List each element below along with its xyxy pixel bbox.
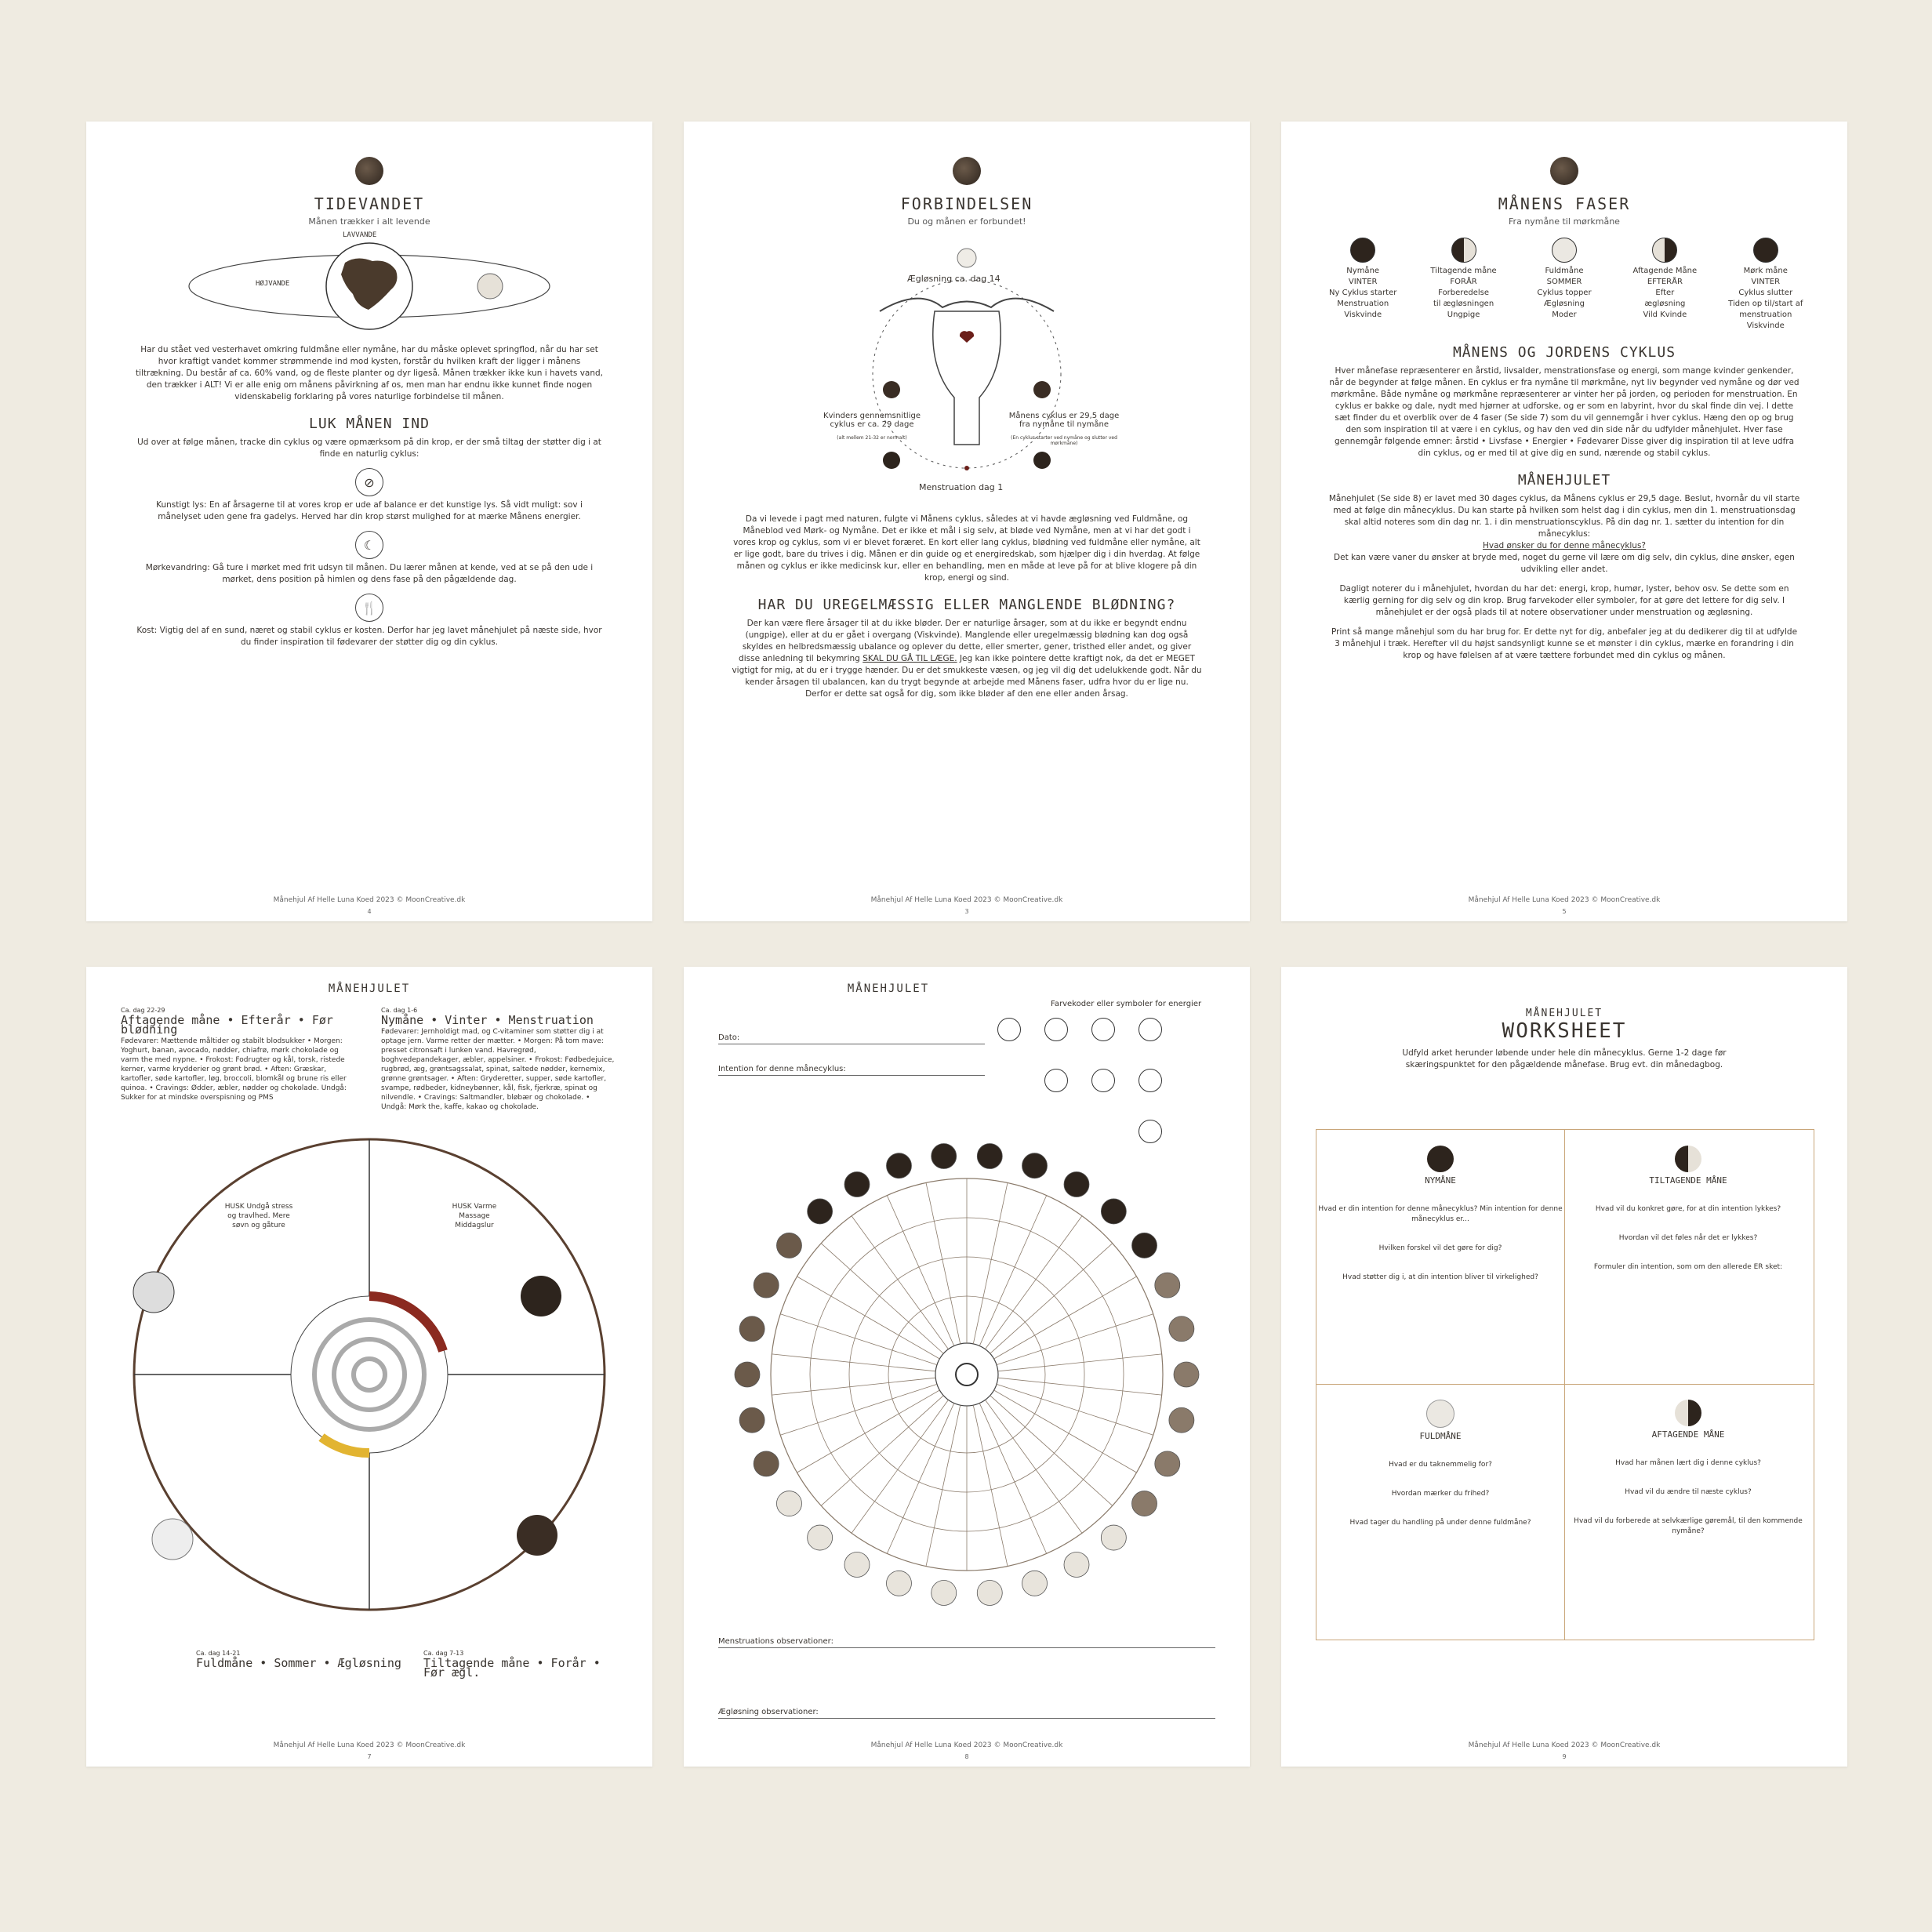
moon-phase-icon [1169,1316,1194,1342]
day-segment-line [926,1405,961,1566]
phase-season: VINTER [1348,278,1378,286]
full-moon-icon [1426,1400,1454,1428]
phase-line: Moder [1552,310,1577,319]
day-range: Ca. dag 22-29 [121,1007,165,1014]
page-maanehjulet-info [86,967,652,1767]
cell-heading: FULDMÅNE [1419,1431,1462,1441]
wheel-paragraph: Månehjulet (Se side 8) er lavet med 30 dages cyklus, da Månens cyklus er 29,5 dage. Beslut, hvornår du vil starte med at følge din månecyklus. Du kan starte på hvilken som helst dag i din cyklus, men din 1. menstruationsdag skal altid noteres som din dag nr. 1. i din menstruationscyklus. På din dag nr. 1. sætter du intention for din månecyklus: [1328,494,1800,539]
page-subtitle: Du og månen er forbundet! [907,216,1026,227]
section-heading: HAR DU UREGELMÆSSIG ELLER MANGLENDE BLØDNING? [757,597,1176,613]
phase-line: ægløsning [1644,300,1686,308]
moon-phase-icon [776,1233,801,1258]
phase-line: Cyklus slutter [1738,289,1793,297]
reminder-right: HUSK Varme Massage Middagslur [452,1203,497,1229]
page-tidevandet [86,122,652,921]
quadrant-bottom-left [196,1649,431,1668]
section-heading: MÅNEHJULET [1517,472,1611,488]
day-segment-line [797,1390,939,1473]
phase-line: Viskvinde [1746,321,1785,330]
cell-heading: AFTAGENDE MÅNE [1651,1429,1725,1440]
day-segment-line [797,1276,939,1359]
phase-row [1281,238,1847,332]
page-worksheet [1281,967,1847,1767]
phase-label: Nymåne [1346,267,1380,275]
phase-label: Fuldmåne [1545,267,1584,275]
waning-moon-icon [1652,238,1677,263]
moon-phase-icon [739,1407,764,1433]
moon-phase-icon [1101,1199,1126,1224]
phase-dark [1727,238,1805,332]
wheel-illustration [86,1108,652,1657]
legend-swatch[interactable] [1091,1018,1115,1041]
phase-line: Viskvinde [1344,310,1382,319]
label-low-tide: LAVVANDE [343,231,377,239]
moon-phase-icon [1132,1233,1157,1258]
earth-tide-illustration [86,231,652,333]
section-heading: MÅNENS OG JORDENS CYKLUS [1452,344,1676,361]
fork-knife-icon: 🍴 [355,594,383,622]
page-title: MÅNEHJULET [847,982,930,995]
wheel-paragraph-3: Dagligt noterer du i månehjulet, hvordan du har det: energi, krop, humør, lyster, behov osv. Se dette som en kærlig gerning for dig selv og din krop. Brug farvekoder eller symboler, for at gøre det lettere for dig selv. I månehjulet er der også plads til at notere observationer under menstruation og ægløsning. [1339,584,1789,617]
day-segment-line [986,1216,1082,1349]
tip-food: Kost: Vigtig del af en sund, næret og stabil cyklus er kosten. Derfor har jeg lavet månehjulet på næste side, hvor du finder inspiration til fødevarer der støtter dig og din cyklus. [136,626,602,647]
moon-phase-icon [977,1144,1002,1169]
moon-phase-icon [932,1580,957,1605]
moon-phase-icon [1101,1525,1126,1550]
quadrant-text: Fødevarer: Mættende måltider og stabilt blodsukker • Morgen: Yoghurt, banan, avocado, nødder, chiafrø, mørk chokolade og varm the med nypne. • Frokost: Fodrugter og kål, torsk, ristede kerner, varme krydderier og grønt brød. • Aften: Græskar, kartofler, søde kartofler, løg, broccoli, blomkål og brune ris eller quinoa. • Cravings: Ødder, æbler, nødder og chokolade. Undgå: Sukker for at mindske overspisning og PMS [121,1037,347,1102]
wheel-center [935,1343,998,1406]
day-segment-line [887,1404,953,1554]
page-number: 5 [1562,908,1567,915]
dark-moon-icon [1753,238,1778,263]
legend-swatch[interactable] [997,1018,1021,1041]
page-title: MÅNENS FASER [1498,194,1631,213]
date-field[interactable]: Dato: [718,1033,985,1044]
day-range: Ca. dag 7-13 [423,1650,464,1657]
moon-phase-icon [1022,1153,1048,1178]
waxing-moon-icon [1451,238,1476,263]
day-segment-line [979,1404,1046,1554]
legend-swatch[interactable] [1091,1069,1115,1092]
page-number: 3 [964,908,969,915]
moon-icon [1550,157,1578,185]
cell-question: Hvad støtter dig i, at din intention bliver til virkelighed? [1342,1273,1538,1281]
moon-phase-icon [1155,1273,1180,1298]
uterus-moon-diagram [684,233,1250,499]
moon-wheel[interactable] [684,1116,1250,1665]
moon-stars-icon: ☾ [355,531,383,559]
day-segment-line [973,1405,1008,1566]
worksheet-grid [1316,1129,1814,1640]
phase-line: Forberedelse [1438,289,1489,297]
page-title: WORKSHEET [1502,1019,1627,1043]
footer: Månehjul Af Helle Luna Koed 2023 © MoonCreative.dk [273,1741,466,1749]
day-segment-line [990,1396,1113,1506]
wheel-paragraph-2: Det kan være vaner du ønsker at bryde med, noget du gerne vil lære om dig selv, din cyklus, dine ønsker, egen udvikling eller andet. [1334,553,1795,574]
moon-phase-icon [808,1525,833,1550]
grid-divider-horizontal [1316,1384,1814,1385]
cell-question: Hvad er du taknemmelig for? [1389,1461,1492,1469]
page-maanehjulet-tracker [684,967,1250,1767]
footer: Månehjul Af Helle Luna Koed 2023 © MoonCreative.dk [1468,896,1661,904]
small-title: MÅNEHJULET [1525,1008,1603,1019]
phase-line: Vild Kvinde [1643,310,1687,319]
phase-season: VINTER [1751,278,1781,286]
cell-question: Hvad er din intention for denne månecyklus? Min intention for denne månecyklus er... [1318,1205,1563,1223]
day-range: Ca. dag 1-6 [381,1007,418,1014]
page-number: 8 [964,1753,969,1760]
see-doctor-text: SKAL DU GÅ TIL LÆGE. [862,654,957,663]
day-segment-line [926,1182,961,1343]
label-high-tide: HØJVANDE [256,280,290,288]
no-artificial-light-icon: ⊘ [355,468,383,496]
cycle-paragraph: Hver månefase repræsenterer en årstid, livsalder, menstrationsfase og energi, som mange kvinder genkender, når de begynder at følge månen. En cyklus er fra nymåne til mørkmåne, nyt liv begynder ved nymåne og dør ved mørkmåne. Både nymåne og mørkmåne repræsenterer ar vinter her på jorden, og perioden for menstruation. En cyklus er bakke og dale, nydt med hjørner at udforske, og er som en labyrint, hvor du skal finde din vej. I dette sæt finder du et overblik over de 4 faser (Se side 7) som du vil gennemgår i hver cyklus. Hæng den op og brug den som inspiration til at være i en cyklus, og hav den ved din side når du udfylder månehjulet. Hver fase gennemgår følgende emner: årstid • Livsfase • Energier • Fødevarer Disse giver dig inspiration til at leve udfra din cyklus, og er med til at give dig en sund, nærende og stabil cyklus. [1329,366,1799,458]
phase-line: Ægløsning [1543,300,1585,308]
page-title: MÅNEHJULET [328,982,411,995]
phase-full [1525,238,1603,332]
day-segment-line [852,1216,948,1349]
page-title: FORBINDELSEN [900,194,1033,213]
para-text: Der kan være flere årsager til at du ikke bløder. Der er naturlige årsager, som at du ikke er begyndt endnu (ungpige), eller at du er gået i overgang (Viskvinde). Manglende eller uregelmæssig blødning kan dog også skyldes en helbredsmæssig ubalance og oplever du dette, eller smerter, gener, tristhed eller andet, og giver disse anledning til bekymring [739,619,1192,663]
phase-line: Ungpige [1447,310,1480,319]
footer: Månehjul Af Helle Luna Koed 2023 © MoonCreative.dk [870,1741,1063,1749]
quadrant-heading: Fuldmåne • Sommer • Ægløsning [196,1656,401,1670]
day-segment-line [986,1400,1082,1533]
moon-phase-icon [844,1552,870,1577]
phase-new-moon [1324,238,1402,332]
day-segment-line [852,1400,948,1533]
reminder-left: HUSK Undgå stress og travlhed. Mere søvn og gåture [224,1203,293,1229]
moon-phase-icon [776,1491,801,1516]
cell-waxing[interactable] [1564,1138,1812,1273]
phase-season: SOMMER [1546,278,1582,286]
women-cycle-note: Kvinders gennemsnitlige cyklus er ca. 29 dage [823,412,921,429]
legend-label: Farvekoder eller symboler for energier [1051,1000,1202,1008]
day-segment-line [887,1196,953,1346]
new-moon-icon [1427,1146,1454,1172]
page-title: TIDEVANDET [314,194,425,213]
moon-cycle-small: (En cyklus starter ved nymåne og slutter ved mørkmåne) [1011,435,1117,446]
day-segment-line [994,1390,1137,1473]
cell-full-moon[interactable] [1316,1392,1564,1528]
phase-label: Tiltagende måne [1430,267,1497,275]
page-forbindelsen [684,122,1250,921]
phase-line: Efter [1655,289,1675,297]
moon-cycle-note: Månens cyklus er 29,5 dage fra nymåne til nymåne [1008,412,1120,429]
new-moon-icon [1350,238,1375,263]
phase-season: FORÅR [1450,278,1477,286]
cell-question: Hvilken forskel vil det gøre for dig? [1378,1244,1502,1252]
moon-phase-icon [1064,1172,1089,1197]
wheel-question: Hvad ønsker du for denne månecyklus? [1482,541,1647,550]
menstruation-observations-field[interactable]: Menstruations observationer: [718,1637,1215,1648]
day-segment-line [973,1182,1008,1343]
section-paragraph: Ud over at følge månen, tracke din cyklus og være opmærksom på din krop, er der små tiltag der støtter dig i at finde en naturlig cyklus: [137,438,601,459]
moon-phase-icon [1174,1362,1199,1387]
day-segment-line [821,1244,943,1354]
ovulation-label: Ægløsning ca. dag 14 [907,274,1000,284]
page-subtitle: Fra nymåne til mørkmåne [1509,216,1620,227]
day-segment-line [994,1276,1137,1359]
phase-line: Cyklus topper [1537,289,1592,297]
day-segment-line [979,1196,1046,1346]
moon-phase-icon [886,1153,911,1178]
cell-heading: TILTAGENDE MÅNE [1649,1175,1727,1186]
phase-line: Menstruation [1337,300,1389,308]
moon-phase-icon [886,1571,911,1596]
moon-phase-icon [739,1316,764,1342]
moon-phase-icon [1132,1491,1157,1516]
quadrant-top-left [121,1006,356,1102]
cell-new-moon[interactable] [1316,1138,1564,1283]
phase-label: Aftagende Måne [1632,267,1698,275]
day-segment-line [821,1396,943,1506]
quadrant-top-right [381,1006,616,1112]
page-number: 9 [1562,1753,1567,1760]
quadrant-heading: Aftagende måne • Efterår • Før blødning [121,1013,333,1037]
cell-question: Hvordan vil det føles når det er lykkes? [1618,1234,1758,1242]
quadrant-heading: Tiltagende måne • Forår • Før ægl. [423,1656,601,1680]
cell-question: Hvordan mærker du frihed? [1391,1490,1490,1498]
cell-question: Hvad vil du ændre til næste cyklus? [1625,1488,1752,1496]
quadrant-heading: Nymåne • Vinter • Menstruation [381,1013,594,1027]
phase-line: til ægløsningen [1433,300,1494,308]
intro-paragraph: Har du stået ved vesterhavet omkring fuldmåne eller nymåne, har du måske oplevet springflod, når du har set hvor kraftigt vandet kommer strømmende ind mod kysten, forstår du hvilken kraft der ligger i månens tiltrækning. Du består af ca. 60% vand, og de fleste planter og dyr ligeså. Månen trækker ikke kun i havets vand, den trækker i ALT! Vi er alle enig om månens påvirkning af os, men man har endnu ikke kunnet finde nogen videnskabelig forklaring på vores naturlige forbindelse til månen. [135,345,604,401]
page-number: 7 [367,1753,372,1760]
moon-phase-icon [754,1451,779,1476]
cell-question: Formuler din intention, som om den allerede ER sket: [1593,1263,1783,1271]
moon-phase-icon [844,1172,870,1197]
moon-phase-icon [754,1273,779,1298]
phase-waning [1625,238,1704,332]
phase-waxing [1425,238,1503,332]
waning-moon-icon [1675,1400,1701,1426]
cell-waning[interactable] [1564,1392,1812,1537]
legend-swatch[interactable] [1044,1069,1068,1092]
cell-question: Hvad tager du handling på under denne fuldmåne? [1349,1519,1531,1527]
quadrant-text: Fødevarer: Jernholdigt mad, og C-vitaminer som støtter dig i at optage jern. Varme retter der mætter. • Morgen: På tom mave: presset citronsaft i lunken vand. Havregrød, boghvedepandekager, æbler, appelsiner. • Frokost: Fødbedejuice, rugbrød, æg, grøntsagssalat, spinat, saltede nødder, kernemix, grønne grøntsager. • Aften: Gryderetter, supper, søde kartofler, svampe, rødbeder, kidneybønner, kål, fisk, fjerkræ, spinat og nilvendle. • Cravings: Saltmandler, bløbær og chokolade. • Undgå: Mørk the, kaffe, kakao og chokolade. [381,1028,615,1111]
footer: Månehjul Af Helle Luna Koed 2023 © MoonCreative.dk [870,896,1063,904]
section-paragraph [684,618,1250,700]
moon-icon [953,157,981,185]
cell-question: Hvad vil du forberede at selvkærlige gøremål, til den kommende nymåne? [1574,1517,1803,1535]
uterus-icon [684,233,1250,499]
menstruation-label: Menstruation dag 1 [919,482,1004,492]
wheel-paragraph-4: Print så mange månehjul som du har brug for. Er dette nyt for dig, anbefaler jeg at du dedikerer dig til at udfylde 3 månehjul i træk. Herefter vil du højst sandsynligt kunne se et mønster i din cyklus, mærke en forandring i din krop og have følelsen af at være tættere forbundet med din cyklus og månen. [1331,627,1798,660]
phase-label: Mørk måne [1743,267,1788,275]
moon-phase-icon [1064,1552,1089,1577]
intention-field[interactable]: Intention for denne månecyklus: [718,1065,985,1076]
page-subtitle: Månen trækker i alt levende [308,216,430,227]
moon-phase-icon [808,1199,833,1224]
moon-icon [355,157,383,185]
section-heading: LUK MÅNEN IND [309,416,430,432]
cell-question: Hvad har månen lært dig i denne cyklus? [1615,1459,1761,1467]
moon-phase-icon [932,1144,957,1169]
full-moon-icon [1552,238,1577,263]
moon-phase-icon [1169,1407,1194,1433]
legend-swatch[interactable] [1044,1018,1068,1041]
para-text-2: Jeg kan ikke pointere dette kraftigt nok, da det er MEGET vigtigt for mig, at du er i trygge hænder. Du er det smukkeste væsen, og jeg vil dig det udelukkende godt. Når du kender årsagen til ubalancen, kan du trygt begynde at arbejde med Månens faser, udfra hvor du er lige nu. Derfor er dette sat også for dig, som ikke bløder af den ene eller anden årsag. [732,654,1202,699]
day-segment-line [990,1244,1113,1354]
tip-darkwalk: Mørkevandring: Gå ture i mørket med frit udsyn til månen. Du lærer månen at kende, ved at se på den ude i mørket, dens position på himlen og dens fase på den pågældende dag. [145,563,594,584]
ovulation-observations-field[interactable]: Ægløsning observationer: [718,1708,1215,1719]
moon-phase-icon [735,1362,760,1387]
page-maanens-faser [1281,122,1847,921]
moon-phase-icon [1022,1571,1048,1596]
phase-season: EFTERÅR [1647,278,1683,286]
women-cycle-small: (alt mellem 21-32 er normalt) [837,435,907,441]
phase-line: Tiden op til/start af menstruation [1728,300,1803,319]
moon-phase-icon [1155,1451,1180,1476]
intro-paragraph: Da vi levede i pagt med naturen, fulgte vi Månens cyklus, således at vi havde ægløsning ved Fuldmåne, og Måneblod ved Mørk- og Nymåne. Det er ikke et mål i sig selv, at bløde ved Nymåne, men at vi har det godt i vores krop og cyklus, som vi er blevet foræret. En kort eller lang cyklus, blødning ved fuldmåne eller nymåne, alt er lige godt, bare du trives i dig. Månen er din guide og et energiredskab, som hjælper dig i din hverdag. At følge månen og cyklus er ikke medicinsk kur, eller en behandling, men en måde at leve på for at blive klogere på din krop, energi og sind. [733,514,1200,583]
day-range: Ca. dag 14-21 [196,1650,241,1657]
phase-line: Ny Cyklus starter [1329,289,1397,297]
quadrant-bottom-right [423,1649,627,1680]
footer: Månehjul Af Helle Luna Koed 2023 © MoonCreative.dk [1468,1741,1661,1749]
waxing-moon-icon [1675,1146,1701,1172]
cell-question: Hvad vil du konkret gøre, for at din intention lykkes? [1595,1205,1781,1213]
legend-swatch[interactable] [1138,1018,1162,1041]
cell-heading: NYMÅNE [1425,1175,1456,1186]
footer: Månehjul Af Helle Luna Koed 2023 © MoonCreative.dk [273,896,466,904]
page-number: 4 [367,908,372,915]
moon-phase-icon [977,1580,1002,1605]
intro-paragraph: Udfyld arket herunder løbende under hele din månecyklus. Gerne 1-2 dage før skæringspunktet for den pågældende månefase. Brug evt. din månedagbog. [1402,1048,1727,1070]
earth-icon [86,231,652,333]
tip-light: Kunstigt lys: En af årsagerne til at vores krop er ude af balance er det kunstige lys. Så vidt muligt: sov i månelyset uden gene fra gadelys. Herved har din krop størst mulighed for at mærke Månens energier. [156,500,583,521]
legend-swatch[interactable] [1138,1069,1162,1092]
